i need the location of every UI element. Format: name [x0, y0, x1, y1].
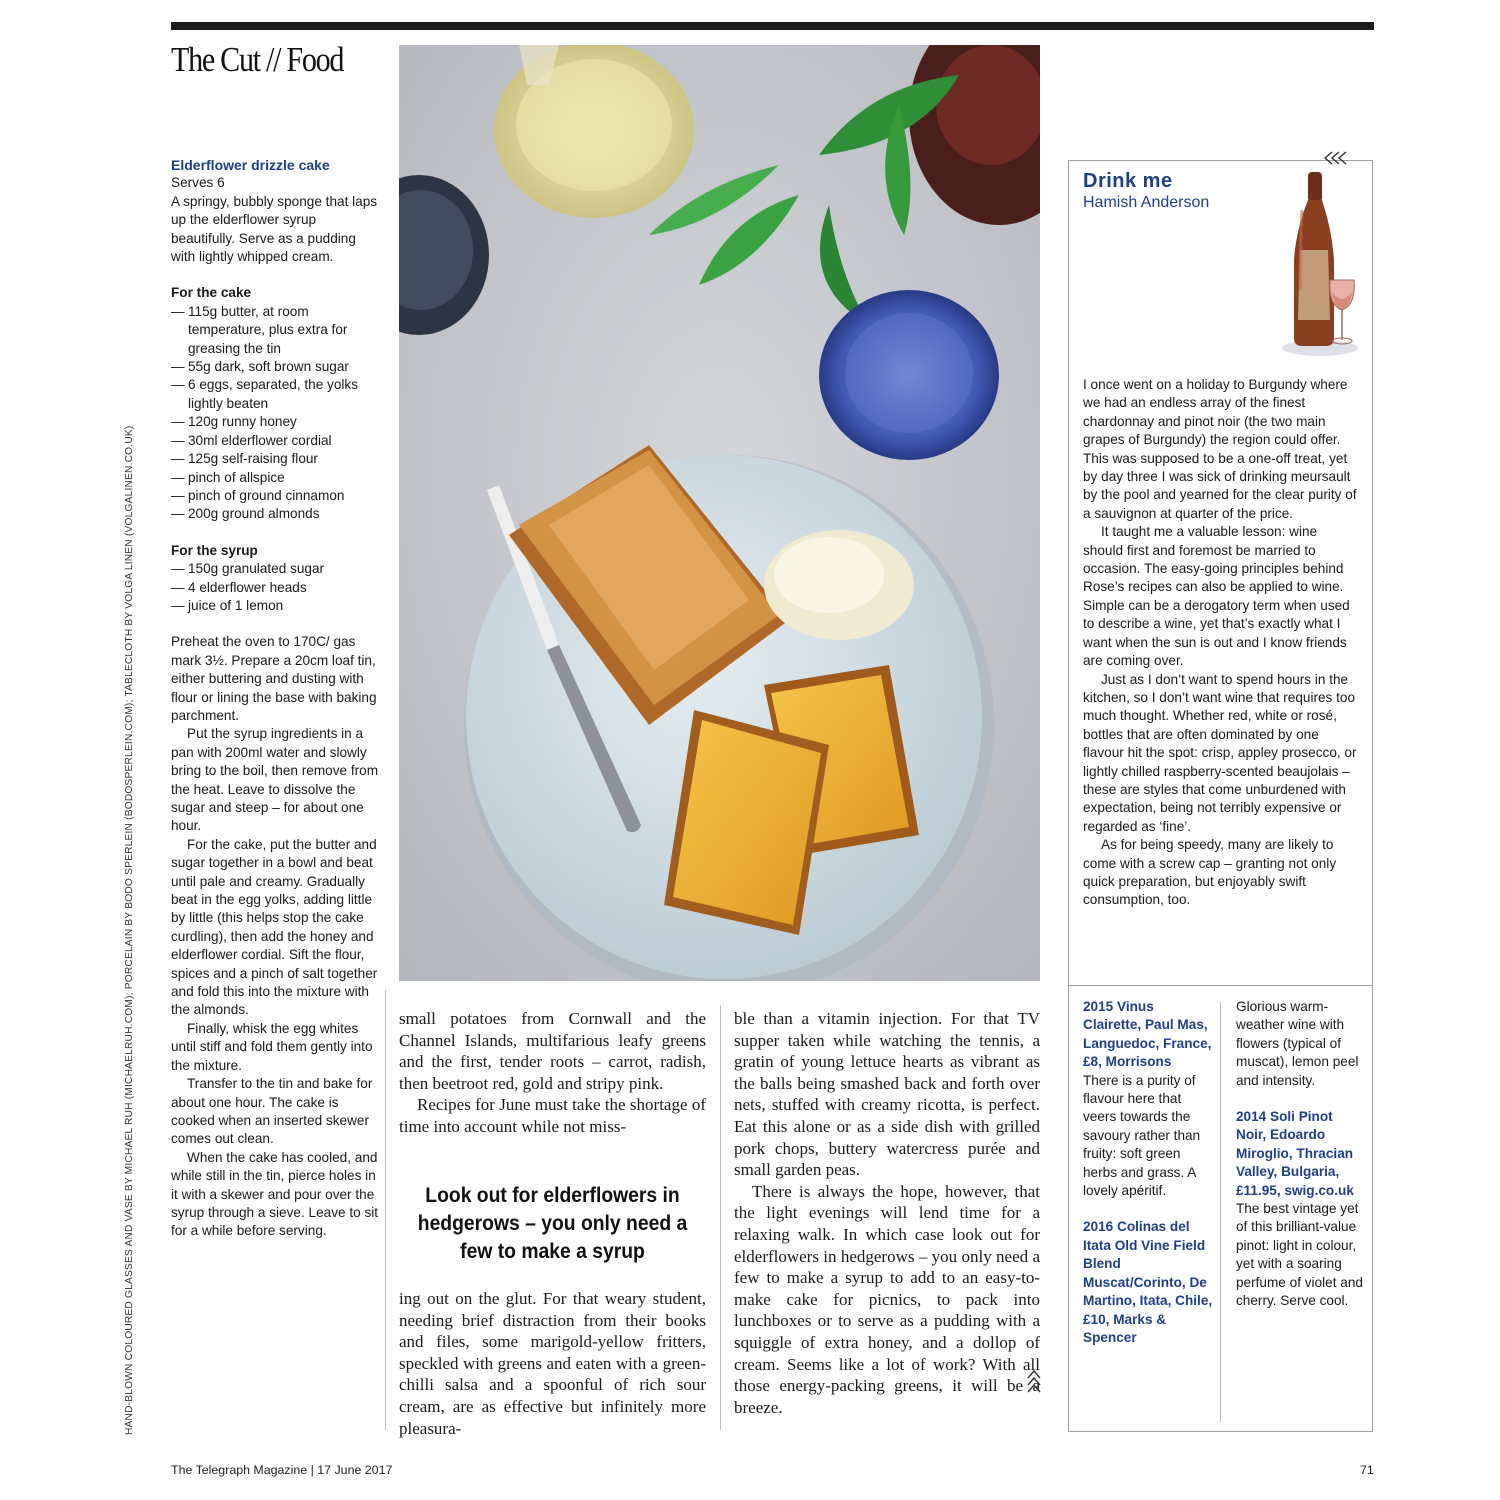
- ingredient: — 30ml elderflower cordial: [171, 432, 383, 450]
- recipe-title: Elderflower drizzle cake: [171, 157, 330, 173]
- photo-credit: HAND-BLOWN COLOURED GLASSES AND VASE BY MICHAEL RUH (MICHAELRUH.COM); PORCELAIN BY BODO SPERLEIN (BODOSPERLEIN.COM); TABLECLOTH BY VOLGA LINEN (VOLGALINEN.CO.UK): [124, 425, 135, 1435]
- method-step: Transfer to the tin and bake for about one hour. The cake is cooked when an inserted skewer comes out clean.: [171, 1076, 373, 1147]
- article-paragraph: ble than a vitamin injection. For that TV supper taken while watching the tennis, a gratin of young lettuce hearts as vibrant as the balls being smashed back and forth over nets, stuffed with creamy ricotta, is perfect. Eat this alone or as a side dish with grilled pork chops, buttery watercress purée and small garden peas.: [734, 1009, 1040, 1180]
- wine-note: The best vintage yet of this brilliant-value pinot: light in colour, yet with a soaring perfume of violet and cherry. Serve cool.: [1236, 1201, 1363, 1309]
- wine-note: Glorious warm-weather wine with flowers (typical of muscat), lemon peel and intensity.: [1236, 999, 1359, 1088]
- ingredient: — 6 eggs, separated, the yolks lightly beaten: [171, 376, 383, 413]
- syrup-heading: For the syrup: [171, 542, 258, 558]
- top-rule: [171, 22, 1374, 30]
- drink-me-body: [1083, 376, 1359, 910]
- recipe-method: [171, 633, 383, 1240]
- syrup-ingredients: [171, 560, 383, 615]
- wine-bottle-illustration: [1280, 170, 1370, 360]
- article-column-1-bottom: [399, 1288, 706, 1439]
- column-rule: [1220, 1002, 1221, 1422]
- pull-quote: Look out for elderflowers in hedgerows – you only need a few to make a syrup: [417, 1184, 688, 1263]
- method-step: For the cake, put the butter and sugar together in a bowl and beat until pale and creamy. Gradually beat in the egg yolks, adding little by little (this helps stop the cake curdling), then add the honey and elderflower cordial. Sift the flour, spices and a pinch of salt together and fold this into the mixture with the almonds.: [171, 836, 378, 1018]
- article-paragraph: There is always the hope, however, that the light evenings will lend time for a relaxing walk. In which case look out for elderflowers in hedgerows – you only need a few to make a syrup to add to an easy-to-make cake for picnics, to pack into lunchboxes or to serve as a pudding with a squiggle of extra honey, and a dollop of cream. Seems like a lot of work? With all those energy-packing greens, it will be a breeze.: [734, 1181, 1040, 1417]
- ingredient: — 115g butter, at room temperature, plus extra for greasing the tin: [171, 303, 383, 358]
- footer-publication: The Telegraph Magazine | 17 June 2017: [171, 1463, 393, 1477]
- ingredient: — pinch of allspice: [171, 469, 383, 487]
- column-rule: [385, 990, 386, 1430]
- ingredient: — 150g granulated sugar: [171, 560, 383, 578]
- recipe-intro: A springy, bubbly sponge that laps up the elderflower syrup beautifully. Serve as a pudding with lightly whipped cream.: [171, 193, 378, 265]
- drink-paragraph: As for being speedy, many are likely to come with a screw cap – granting not only quick preparation, but enjoyably swift consumption, too.: [1083, 837, 1337, 908]
- drink-me-title: Drink me: [1083, 170, 1173, 192]
- wine-name: 2014 Soli Pinot Noir, Edoardo Miroglio, Thracian Valley, Bulgaria, £11.95, swig.co.uk: [1236, 1109, 1354, 1198]
- article-column-2: [734, 1008, 1040, 1418]
- article-column-1-top: [399, 1008, 706, 1138]
- chevrons-up-icon: [1026, 1368, 1042, 1398]
- ingredient: — 125g self-raising flour: [171, 450, 383, 468]
- ingredient: — 55g dark, soft brown sugar: [171, 358, 383, 376]
- chevrons-icon: [1322, 150, 1352, 166]
- drink-paragraph: Just as I don’t want to spend hours in the kitchen, so I don’t want wine that requires too much thought. Whether red, white or rosé, bottles that are often dominated by one flavour hit the spot: crisp, appley prosecco, or lightly chilled raspberry-scented beaujolais – these are styles that come unburdened with expectation, being not terribly expensive or regarded as ‘fine’.: [1083, 671, 1357, 834]
- method-step: Put the syrup ingredients in a pan with 200ml water and slowly bring to the boil, then remove from the heat. Leave to dissolve the sugar and steep – for about one hour.: [171, 726, 379, 834]
- method-step: When the cake has cooled, and while still in the tin, pierce holes in it with a skewer and pour over the syrup through a sieve. Leave to sit for a while before serving.: [171, 1149, 379, 1239]
- ingredient: — 200g ground almonds: [171, 505, 383, 523]
- column-rule: [720, 1005, 721, 1430]
- drink-divider: [1069, 985, 1372, 986]
- drink-me-author: Hamish Anderson: [1083, 194, 1210, 211]
- method-step: Preheat the oven to 170C/ gas mark 3½. Prepare a 20cm loaf tin, either buttering and dusting with flour or lining the base with baking parchment.: [171, 634, 377, 723]
- section-title: The Cut // Food: [171, 40, 344, 79]
- ingredient: — 120g runny honey: [171, 413, 383, 431]
- ingredient: — pinch of ground cinnamon: [171, 487, 383, 505]
- article-paragraph: Recipes for June must take the shortage of time into account while not miss-: [399, 1095, 706, 1136]
- drink-paragraph: I once went on a holiday to Burgundy where we had an endless array of the finest chardonnay and pinot noir (the two main grapes of Burgundy) the region could offer. This was supposed to be a one-off treat, yet by day three I was sick of drinking meursault by the pool and yearned for the clear purity of a sauvignon at quarter of the price.: [1083, 377, 1357, 521]
- method-step: Finally, whisk the egg whites until stiff and fold them gently into the mixture.: [171, 1020, 373, 1073]
- recipe-serves: Serves 6: [171, 175, 225, 191]
- wine-name: 2015 Vinus Clairette, Paul Mas, Languedoc, France, £8, Morrisons: [1083, 999, 1212, 1070]
- page-number: 71: [1360, 1463, 1374, 1477]
- cake-photo-illustration: [399, 45, 1040, 981]
- ingredient: — juice of 1 lemon: [171, 597, 383, 615]
- ingredient: — 4 elderflower heads: [171, 579, 383, 597]
- recipe-column: [171, 156, 383, 1241]
- drink-paragraph: It taught me a valuable lesson: wine should first and foremost be married to occasion. The easy-going principles behind Rose’s recipes can also be applied to wine. Simple can be a derogatory term when used to describe a wine, yet that’s exactly what I want when the sun is out and I know friends are coming over.: [1083, 524, 1350, 669]
- article-paragraph: small potatoes from Cornwall and the Channel Islands, multifarious leafy greens and the first, tender roots – carrot, radish, then beetroot red, gold and stripy pink.: [399, 1009, 706, 1093]
- wine-list-column-2: [1236, 998, 1364, 1311]
- wine-name: 2016 Colinas del Itata Old Vine Field Blend Muscat/Corinto, De Martino, Itata, Chile, £10, Marks & Spencer: [1083, 1219, 1213, 1345]
- wine-list-column-1: [1083, 998, 1213, 1347]
- article-paragraph: ing out on the glut. For that weary student, needing brief distraction from their books and files, some marigold-yellow fritters, speckled with greens and eaten with a green-chilli salsa and a spoonful of rich sour cream, are as effective but infinitely more pleasura-: [399, 1289, 706, 1438]
- wine-note: There is a purity of flavour here that veers towards the savoury rather than fruity: soft green herbs and grass. A lovely apéritif.: [1083, 1072, 1201, 1199]
- cake-photo: [399, 45, 1040, 981]
- cake-heading: For the cake: [171, 285, 252, 301]
- cake-ingredients: [171, 303, 383, 524]
